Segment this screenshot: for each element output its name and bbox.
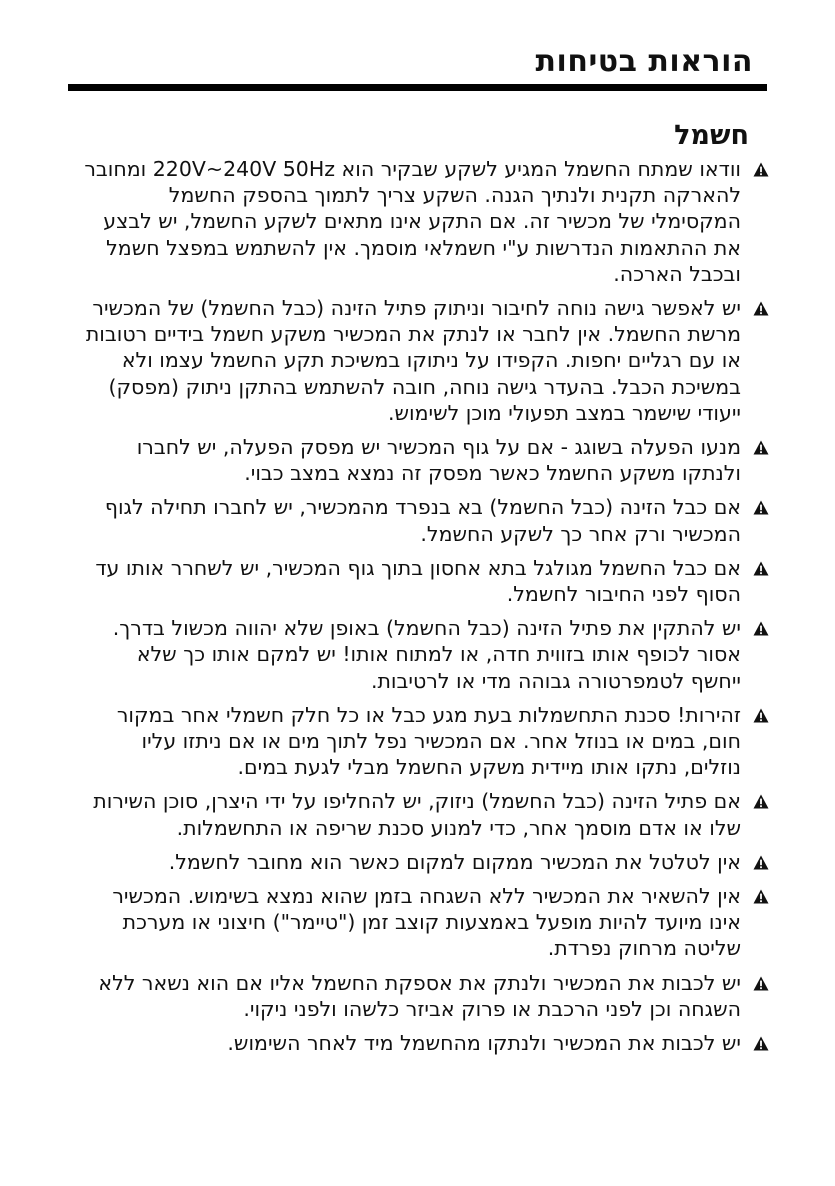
warning-item [81, 1030, 771, 1056]
warning-text: אין לטלטל את המכשיר ממקום למקום כאשר הוא מחובר לחשמל. [168, 849, 741, 874]
warning-triangle-icon [753, 794, 769, 809]
warning-item [81, 156, 771, 287]
warning-triangle-icon [753, 440, 769, 455]
warning-triangle-icon [753, 500, 769, 515]
warning-item [81, 295, 771, 426]
warning-triangle-icon [753, 561, 769, 576]
warning-triangle-icon [753, 976, 769, 991]
warning-item [81, 434, 771, 486]
warning-triangle-icon [753, 301, 769, 316]
warning-text: יש לאפשר גישה נוחה לחיבור וניתוק פתיל הזינה (כבל החשמל) של המכשיר מרשת החשמל. אין לחבר או לנתק את המכשיר משקע חשמל בידיים רטובות או עם רגליים יחפות. הקפידו על ניתוקו במשיכת תקע החשמל עצמו ולא במשיכת הכבל. בהעדר גישה נוחה, חובה להשתמש בהתקן ניתוק (מפסק) ייעודי שישמר במצב תפעולי מוכן לשימוש. [85, 296, 741, 425]
warning-item [81, 555, 771, 607]
warning-item [81, 615, 771, 694]
warning-item [81, 788, 771, 840]
warning-item [81, 494, 771, 546]
warning-triangle-icon [753, 1036, 769, 1051]
section-heading: חשמל [674, 120, 749, 151]
warning-item [81, 849, 771, 875]
warning-item [81, 970, 771, 1022]
warning-text: זהירות! סכנת התחשמלות בעת מגע כבל או כל חלק חשמלי אחר במקור חום, במים או בנוזל אחר. אם המכשיר נפל לתוך מים או אם ניתזו עליו נוזלים, נתקו אותו מיידית משקע החשמל מבלי לגעת במים. [116, 702, 741, 780]
warning-text: אם כבל החשמל מגולגל בתא אחסון בתוך גוף המכשיר, יש לשחרר אותו עד הסוף לפני החיבור לחשמל. [95, 555, 741, 607]
page-title: הוראות בטיחות [535, 44, 753, 79]
warning-text: וודאו שמתח החשמל המגיע לשקע שבקיר הוא 220V~240V 50Hz ומחובר להארקה תקנית ולנתיך הגנה. השקע צריך לתמוך בהספק החשמל המקסימלי של מכשיר זה. אם התקע אינו מתאים לשקע החשמל, יש לבצע את ההתאמות הנדרשות ע"י חשמלאי מוסמך. אין להשתמש במפצל חשמל ובכבל הארכה. [84, 157, 741, 286]
warning-triangle-icon [753, 621, 769, 636]
warning-text: אם כבל הזינה (כבל החשמל) בא בנפרד מהמכשיר, יש לחברו תחילה לגוף המכשיר ורק אחר כך לשקע החשמל. [104, 495, 741, 546]
warning-text: אם פתיל הזינה (כבל החשמל) ניזוק, יש להחליפו על ידי היצרן, סוכן השירות שלו או אדם מוסמך אחר, כדי למנוע סכנת שריפה או התחשמלות. [93, 789, 741, 840]
warning-triangle-icon [753, 708, 769, 723]
title-divider [68, 84, 767, 91]
warning-text: יש לכבות את המכשיר ולנתק את אספקת החשמל אליו אם הוא נשאר ללא השגחה וכן לפני הרכבת או פרוק אביזר כלשהו ולפני ניקוי. [98, 970, 741, 1021]
warning-list [81, 156, 771, 1064]
warning-text: יש לכבות את המכשיר ולנתקו מהחשמל מיד לאחר השימוש. [227, 1031, 741, 1056]
warning-text: יש להתקין את פתיל הזינה (כבל החשמל) באופן שלא יהווה מכשול בדרך. אסור לכופף אותו בזווית חדה, או למתוח אותו! יש למקם אותו כך שלא ייחשף לטמפרטורה גבוהה מדי או לרטיבות. [112, 616, 741, 693]
warning-text: מנעו הפעלה בשוגג - אם על גוף המכשיר יש מפסק הפעלה, יש לחברו ולנתקו משקע החשמל כאשר מפסק זה נמצא במצב כבוי. [136, 435, 741, 486]
warning-item [81, 883, 771, 962]
warning-item [81, 702, 771, 781]
warning-triangle-icon [753, 162, 769, 177]
warning-text: אין להשאיר את המכשיר ללא השגחה בזמן שהוא נמצא בשימוש. המכשיר אינו מיועד להיות מופעל באמצעות קוצב זמן ("טיימר") חיצוני או מערכת שליטה מרחוק נפרדת. [112, 884, 741, 961]
warning-triangle-icon [753, 855, 769, 870]
warning-triangle-icon [753, 889, 769, 904]
